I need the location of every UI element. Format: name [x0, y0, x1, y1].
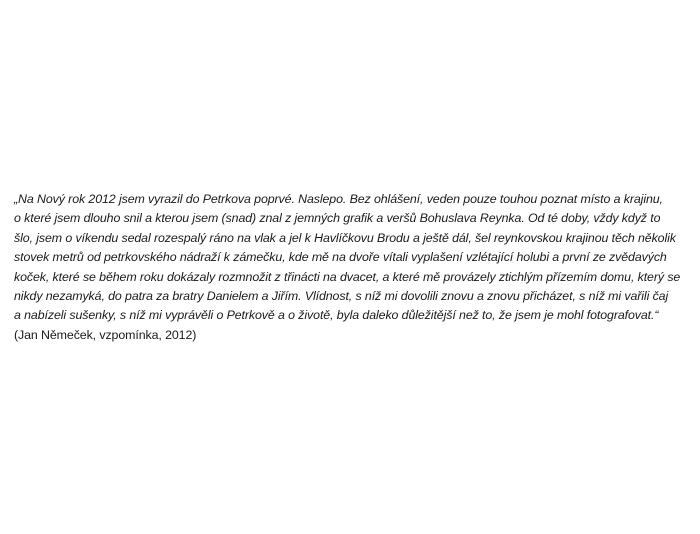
quote-block — [14, 190, 694, 345]
quote-line: „Na Nový rok 2012 jsem vyrazil do Petrkova poprvé. Naslepo. Bez ohlášení, veden pouze touhou poznat místo a krajinu, — [14, 192, 663, 206]
quote-line: o které jsem dlouho snil a kterou jsem (snad) znal z jemných grafik a veršů Bohuslava Reynka. Od té doby, vždy když to — [14, 211, 661, 226]
quote-attribution: (Jan Němeček, vzpomínka, 2012) — [14, 327, 197, 342]
quote-line: a nabízeli sušenky, s níž mi vyprávěli o Petrkově a o životě, byla daleko důležitější než to, že jsem je mohl fotografovat.“ — [14, 308, 659, 323]
quote-line: stovek metrů od petrkovského nádraží k zámečku, kde mě na dvoře vítali vyplašení vzlétající holubi a první ze zvědavých — [14, 250, 667, 265]
quote-line: koček, které se během roku dokázaly rozmnožit z třinácti na dvacet, a které mě provázely ztichlým přízemím domu, který se — [14, 269, 681, 284]
quote-line: šlo, jsem o víkendu sedal rozespalý ráno na vlak a jel k Havlíčkovu Brodu a ještě dál, šel reynkovskou krajinou těch několik — [14, 230, 676, 245]
quote-line: nikdy nezamyká, do patra za bratry Danielem a Jiřím. Vlídnost, s níž mi dovolili znovu a znovu přicházet, s níž mi vařili čaj — [14, 289, 669, 304]
